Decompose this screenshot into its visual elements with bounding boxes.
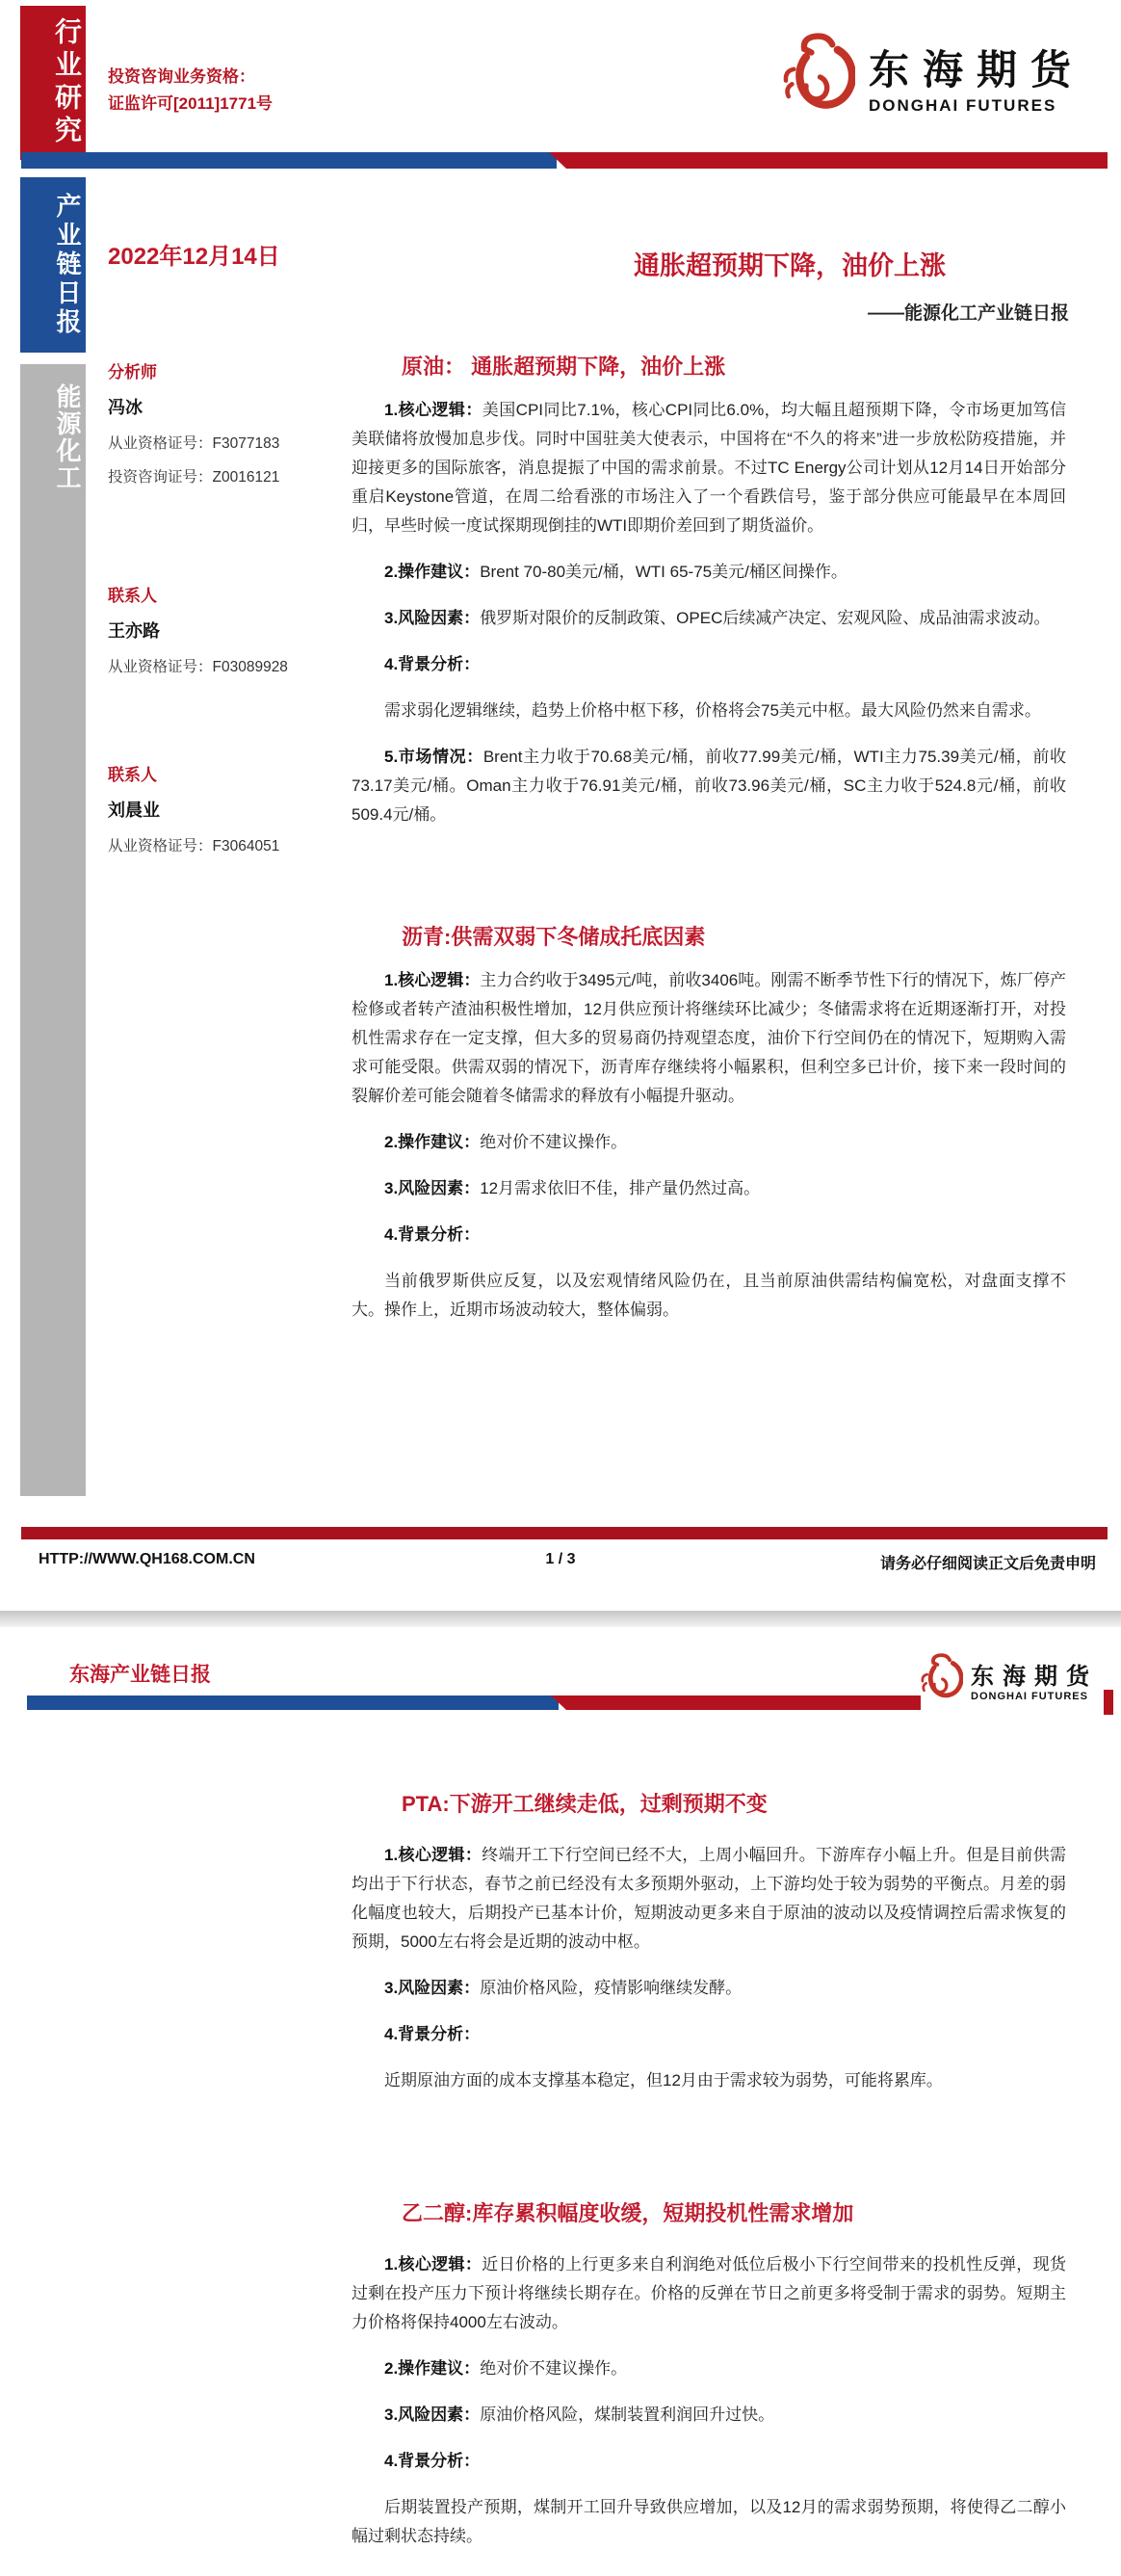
- asphalt-para-background-label: [352, 1221, 1066, 1249]
- section-crude-heading: 原油： 通胀超预期下降，油价上涨: [402, 355, 726, 379]
- contact-role: 联系人: [108, 587, 157, 605]
- meg-para-background-label: [352, 2447, 1066, 2476]
- logo-en: DONGHAI FUTURES: [971, 1690, 1088, 1702]
- para-text: 后期装置投产预期，煤制开工回升导致供应增加，以及12月的需求弱势预期，将使得乙二醇小幅过剩状态持续。: [352, 2498, 1066, 2545]
- license-line-1: 投资咨询业务资格：: [108, 67, 255, 86]
- crude-para-risk: [352, 604, 1066, 633]
- logo-cn: 东海期货: [971, 1664, 1098, 1690]
- logo-cn: 东海期货: [869, 49, 1085, 93]
- para-text: 美国CPI同比7.1%，核心CPI同比6.0%，均大幅且超预期下降，令市场更加笃信美联储将放慢加息步伐。同时中国驻美大使表示，中国将在“不久的将来”进一步放松防疫措施，并迎接更多的国际旅客，消息提振了中国的需求前景。不过TC Energy公司计划从12月14日开始部分重启Keystone管道，在周二给看涨的市场注入了一个看跌信号，鉴于部分供应可能最早在本周回归，早些时候一度试探期现倒挂的WTI即期价差回到了期货溢价。: [352, 401, 1066, 535]
- para-label: 1.核心逻辑：: [384, 401, 482, 419]
- page2-bar-blue: [27, 1695, 559, 1710]
- header-bar-red: [549, 152, 1108, 169]
- report-date: 2022年12月14日: [108, 244, 280, 270]
- contact-name: 刘晨业: [108, 801, 160, 820]
- contact-name: 王亦路: [108, 621, 160, 641]
- chain-daily-tab: 产业链日报: [20, 177, 86, 353]
- asphalt-para-core-logic: [352, 966, 1066, 1111]
- para-text: 当前俄罗斯供应反复，以及宏观情绪风险仍在，且当前原油供需结构偏宽松，对盘面支撑不大。操作上，近期市场波动较大，整体偏弱。: [352, 1272, 1066, 1319]
- crude-para-background: [352, 697, 1066, 725]
- header-bar-blue: [21, 152, 557, 169]
- section-asphalt-heading: 沥青:供需双弱下冬储成托底因素: [402, 925, 706, 949]
- para-text: 原油价格风险，疫情影响继续发酵。: [480, 1979, 743, 1997]
- contact-block: [108, 582, 339, 689]
- page2-bar-red: [551, 1695, 921, 1710]
- asphalt-para-advice: [352, 1128, 1066, 1157]
- asphalt-para-risk: [352, 1174, 1066, 1203]
- para-label: 2.操作建议：: [384, 2359, 481, 2378]
- crude-para-background-label: [352, 650, 1066, 679]
- para-text: Brent主力收于70.68美元/桶，前收77.99美元/桶，WTI主力75.39美元/桶，前收73.17美元/桶。Oman主力收于76.91美元/桶，前收73.96美元/桶，SC主力收于524.8元/桶，前收509.4元/桶。: [352, 748, 1067, 824]
- para-label: 4.背景分析：: [384, 655, 481, 673]
- contact-role: 联系人: [108, 766, 157, 784]
- para-label: 4.背景分析：: [384, 2452, 481, 2470]
- crude-para-core-logic: [352, 396, 1066, 540]
- para-label: 5.市场情况：: [384, 748, 483, 766]
- page1-main-column: [352, 351, 1066, 1342]
- license-line-2: 证监许可[2011]1771号: [108, 94, 274, 113]
- footer-url[interactable]: HTTP://WWW.QH168.COM.CN: [39, 1551, 255, 1567]
- contact-cert: 从业资格证号：F3064051: [108, 838, 280, 854]
- contact-name: 冯冰: [108, 398, 143, 417]
- logo-accent-square: [1104, 1690, 1113, 1715]
- meg-para-advice: [352, 2354, 1066, 2383]
- donghai-logo: [776, 27, 1084, 127]
- crude-para-market: [352, 743, 1066, 829]
- pta-para-background-label: [352, 2020, 1066, 2049]
- meg-para-core-logic: [352, 2250, 1066, 2337]
- page2-main-column: [352, 1788, 1066, 2568]
- para-text: 需求弱化逻辑继续，趋势上价格中枢下移，价格将会75美元中枢。最大风险仍然来自需求。: [384, 701, 1041, 720]
- para-text: 近期原油方面的成本支撑基本稳定，但12月由于需求较为弱势，可能将累库。: [384, 2071, 943, 2090]
- para-label: 3.风险因素：: [384, 609, 481, 627]
- analyst-block: [108, 358, 339, 499]
- para-label: 1.核心逻辑：: [384, 1846, 482, 1864]
- para-label: 4.背景分析：: [384, 1225, 481, 1244]
- pta-para-risk: [352, 1974, 1066, 2003]
- dragon-icon: [917, 1649, 963, 1709]
- para-label: 2.操作建议：: [384, 563, 481, 581]
- page-separator: [0, 1611, 1121, 1627]
- para-text: 绝对价不建议操作。: [480, 2359, 628, 2378]
- para-label: 3.风险因素：: [384, 1979, 481, 1997]
- para-label: 1.核心逻辑：: [384, 2255, 482, 2274]
- para-label: 4.背景分析：: [384, 2025, 481, 2043]
- para-text: 绝对价不建议操作。: [480, 1133, 628, 1151]
- section-gap: [352, 847, 1066, 921]
- contact-cert: 从业资格证号：F3077183: [108, 435, 280, 452]
- section-gap: [352, 2113, 1066, 2197]
- page-number: 1 / 3: [545, 1551, 576, 1567]
- para-text: 原油价格风险，煤制装置利润回升过快。: [480, 2405, 775, 2424]
- para-text: 近日价格的上行更多来自利润绝对低位后极小下行空间带来的投机性反弹，现货过剩在投产压力下预计将继续长期存在。价格的反弹在节日之前更多将受制于需求的弱势。短期主力价格将保持4000左右波动。: [352, 2255, 1066, 2331]
- dragon-icon: [776, 27, 855, 127]
- crude-para-advice: [352, 558, 1066, 587]
- pta-para-core-logic: [352, 1841, 1066, 1957]
- page2-header-title: 东海产业链日报: [69, 1664, 211, 1686]
- pta-para-background: [352, 2066, 1066, 2095]
- section-meg-heading: 乙二醇:库存累积幅度收缓，短期投机性需求增加: [402, 2201, 854, 2225]
- contact-role: 分析师: [108, 363, 157, 381]
- para-text: 主力合约收于3495元/吨，前收3406吨。刚需不断季节性下行的情况下，炼厂停产检修或者转产渣油积极性增加，12月供应预计将继续环比减少；冬储需求将在近期逐渐打开，对投机性需求存在一定支撑，但大多的贸易商仍持观望态度，油价下行空间仍在的情况下，短期购入需求可能受限。供需双弱的情况下，沥青库存继续将小幅累积，但利空多已计价，接下来一段时间的裂解价差可能会随着冬储需求的释放有小幅提升驱动。: [352, 971, 1066, 1105]
- report-title: 通胀超预期下降，油价上涨: [634, 251, 946, 280]
- contact-cert: 投资咨询证号：Z0016121: [108, 469, 280, 486]
- para-label: 3.风险因素：: [384, 1179, 481, 1197]
- para-text: 终端开工下行空间已经不大，上周小幅回升。下游库存小幅上升。但是目前供需均出于下行状态，春节之前已经没有太多预期外驱动，上下游均处于较为弱势的平衡点。月差的弱化幅度也较大，后期投产已基本计价，短期波动更多来自于原油的波动以及疫情调控后需求恢复的预期，5000左右将会是近期的波动中枢。: [352, 1846, 1066, 1951]
- report-subtitle: ——能源化工产业链日报: [867, 303, 1069, 324]
- contact-block: [108, 761, 339, 868]
- section-pta-heading: PTA:下游开工继续走低，过剩预期不变: [402, 1792, 768, 1816]
- logo-en: DONGHAI FUTURES: [869, 96, 1057, 115]
- asphalt-para-background: [352, 1267, 1066, 1325]
- para-label: 1.核心逻辑：: [384, 971, 481, 989]
- para-label: 2.操作建议：: [384, 1133, 481, 1151]
- para-label: 3.风险因素：: [384, 2405, 481, 2424]
- industry-research-tag: 行业研究: [20, 6, 86, 160]
- donghai-logo-small: [917, 1649, 1098, 1709]
- footer-disclaimer: 请务必仔细阅读正文后免责申明: [879, 1556, 1096, 1572]
- footer-bar: [21, 1527, 1108, 1539]
- para-text: 12月需求依旧不佳，排产量仍然过高。: [480, 1179, 761, 1197]
- sector-tab-energy-chem: 能源化工: [20, 364, 86, 1496]
- license-text: [108, 64, 273, 118]
- meg-para-risk: [352, 2401, 1066, 2430]
- contact-cert: 从业资格证号：F03089928: [108, 659, 288, 675]
- para-text: 俄罗斯对限价的反制政策、OPEC后续减产决定、宏观风险、成品油需求波动。: [480, 609, 1051, 627]
- para-text: Brent 70-80美元/桶，WTI 65-75美元/桶区间操作。: [480, 563, 847, 581]
- meg-para-background: [352, 2493, 1066, 2551]
